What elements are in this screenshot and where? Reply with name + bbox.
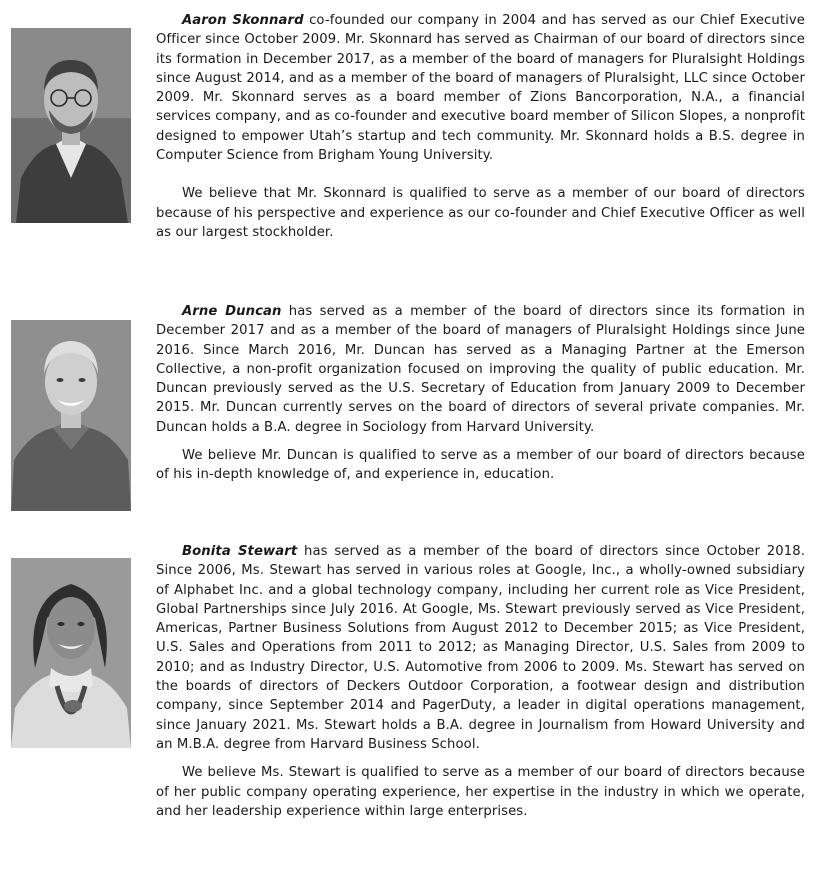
director-bio-section — [156, 542, 805, 821]
director-photo-duncan — [11, 320, 131, 511]
director-bio — [156, 11, 805, 165]
director-qualification: We believe that Mr. Skonnard is qualified to serve as a member of our board of directors because of his perspective and experience as our co-founder and Chief Executive Officer as well as our largest stockholder. — [156, 186, 805, 240]
director-bio-text: has served as a member of the board of directors since October 2018. Since 2006, Ms. Stewart has served in various roles at Google, Inc., a wholly-owned subsidiary of Alphabet Inc. and a global technology company, including her current role as Vice President, Global Partnerships since July 2016. At Google, Ms. Stewart previously served as Vice President, Americas, Partner Business Solutions from August 2012 to December 2015; as Vice President, U.S. Sales and Operations from 2011 to 2012; as Managing Director, U.S. Sales from 2009 to 2010; and as Industry Director, U.S. Automotive from 2006 to 2009. Ms. Stewart has served on the boards of directors of Deckers Outdoor Corporation, a footwear design and distribution company, since September 2014 and PagerDuty, a leader in digital operations management, since January 2021. Ms. Stewart holds a B.A. degree in Journalism from Howard University and an M.B.A. degree from Harvard Business School. — [156, 544, 805, 752]
director-photo-skonnard — [11, 28, 131, 223]
director-name: Aaron Skonnard — [182, 13, 304, 28]
director-bio-text: co-founded our company in 2004 and has served as our Chief Executive Officer since October 2009. Mr. Skonnard has served as Chairman of our board of directors since its formation in December 2017, as a member of the board of managers for Pluralsight Holdings since August 2014, and as a member of the board of managers of Pluralsight, LLC since October 2009. Mr. Skonnard serves as a board member of Zions Bancorporation, N.A., a financial services company, and as co-founder and executive board member of Silicon Slopes, a nonprofit designed to empower Utah’s startup and tech community. Mr. Skonnard holds a B.S. degree in Computer Science from Brigham Young University. — [156, 13, 805, 164]
director-bio — [156, 302, 805, 437]
director-bio-text: has served as a member of the board of directors since its formation in December 2017 and as a member of the board of managers of Pluralsight Holdings since June 2016. Since March 2016, Mr. Duncan has served as a Managing Partner at the Emerson Collective, a non-profit organization focused on improving the quality of public education. Mr. Duncan previously served as the U.S. Secretary of Education from January 2009 to December 2015. Mr. Duncan currently serves on the board of directors of several private companies. Mr. Duncan holds a B.A. degree in Sociology from Harvard University. — [156, 304, 805, 435]
director-bio-section — [156, 11, 805, 242]
director-qualification: We believe Mr. Duncan is qualified to serve as a member of our board of directors because of his in-depth knowledge of, and experience in, education. — [156, 448, 805, 483]
director-qualification: We believe Ms. Stewart is qualified to serve as a member of our board of directors because of her public company operating experience, her expertise in the industry in which we operate, and her leadership experience within large enterprises. — [156, 765, 805, 819]
director-bio-section — [156, 302, 805, 485]
director-photo-stewart — [11, 558, 131, 748]
director-name: Bonita Stewart — [182, 544, 298, 559]
director-bio — [156, 542, 805, 754]
director-name: Arne Duncan — [182, 304, 282, 319]
